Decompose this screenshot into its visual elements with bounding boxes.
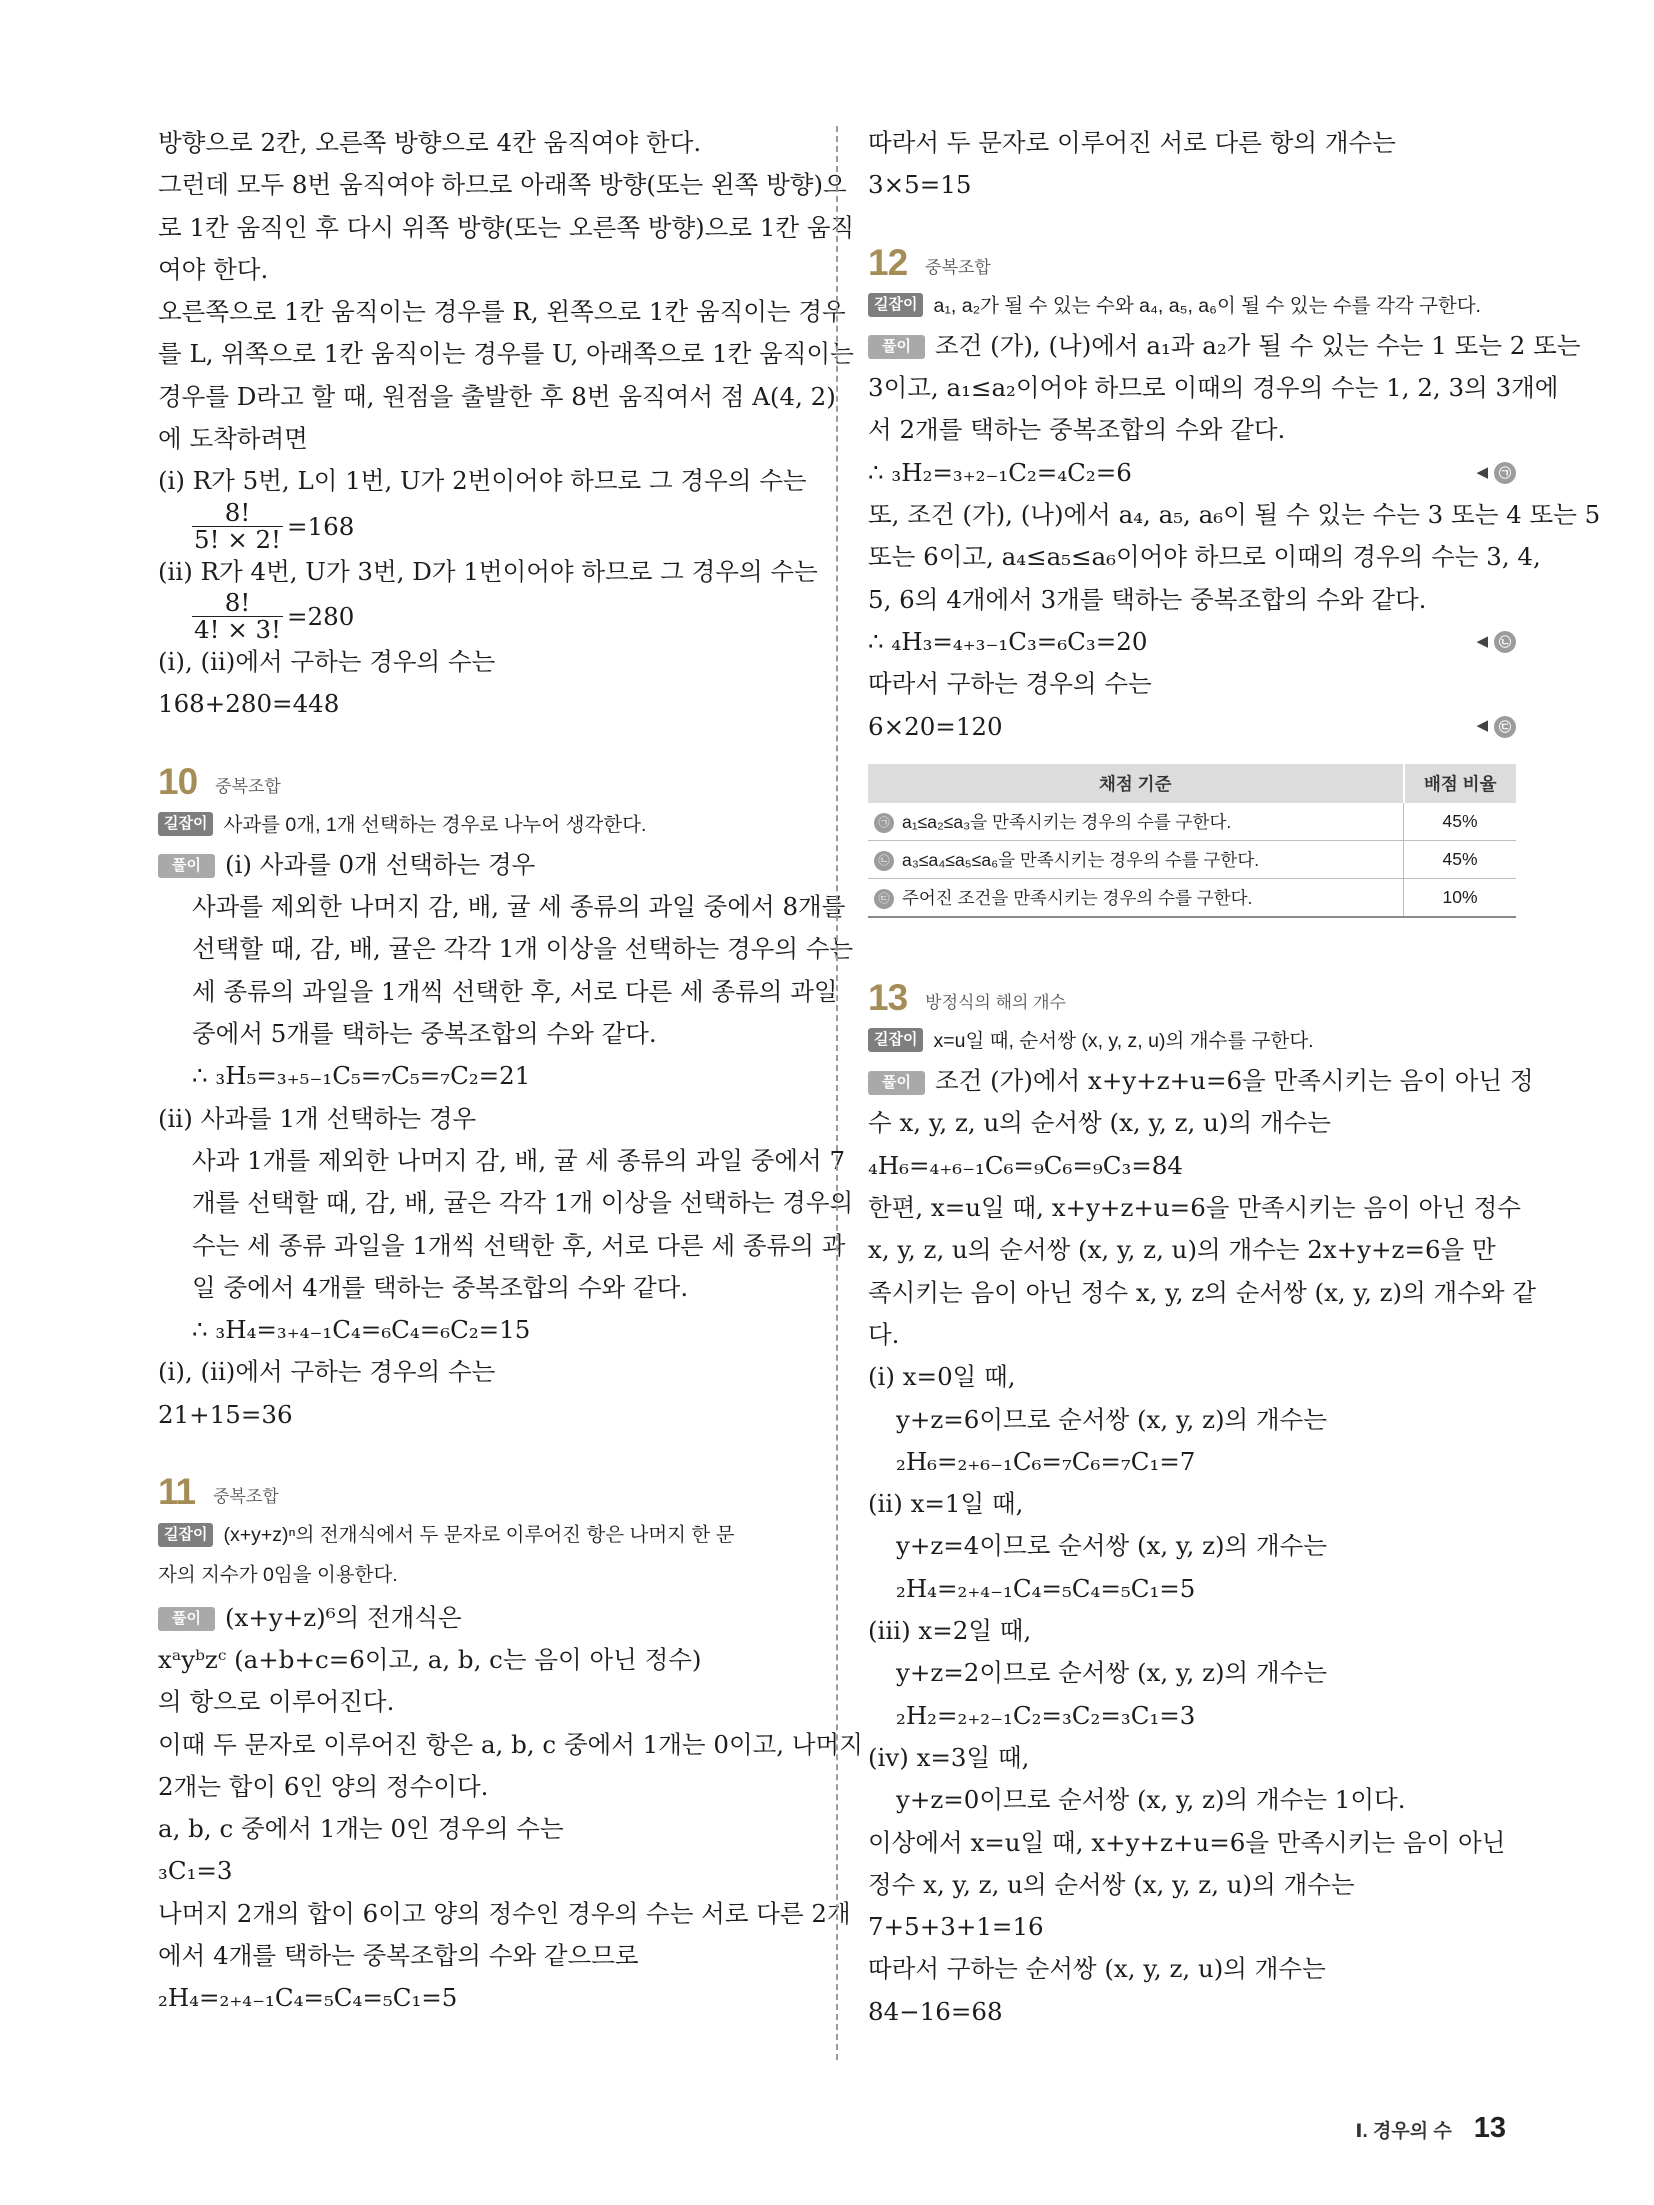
text-line: 로 1칸 움직인 후 다시 위쪽 방향(또는 오른쪽 방향)으로 1칸 움직 [158, 212, 855, 242]
case-heading: (ⅲ) x=2일 때, [868, 1616, 1032, 1646]
fraction-equation [158, 498, 810, 555]
ratio-cell: 45% [1404, 840, 1517, 878]
problem-category: 중복조합 [215, 776, 281, 796]
column-divider [836, 126, 838, 2060]
solution-line [158, 1597, 810, 1639]
table-row [868, 803, 1516, 841]
case-heading: (ⅱ) R가 4번, U가 3번, D가 1번이어야 하므로 그 경우의 수는 [158, 556, 818, 586]
text-line: y+z=0이므로 순서쌍 (x, y, z)의 개수는 1이다. [896, 1785, 1406, 1815]
text-line: (ⅰ), (ⅱ)에서 구하는 경우의 수는 [158, 646, 496, 676]
criteria-text: a₃≤a₄≤a₅≤a₆을 만족시키는 경우의 수를 구한다. [902, 849, 1260, 870]
criteria-text: 주어진 조건을 만족시키는 경우의 수를 구한다. [902, 887, 1253, 908]
text-line: 방향으로 2칸, 오른쪽 방향으로 4칸 움직여야 한다. [158, 128, 702, 157]
guide-tag: 길잡이 [158, 1523, 213, 1547]
guide-line [868, 283, 1516, 325]
fraction [192, 500, 283, 553]
guide-text: 자의 지수가 0임을 이용한다. [158, 1564, 398, 1587]
equation-line: ₃C₁=3 [158, 1856, 233, 1886]
equation-line [868, 706, 1516, 748]
case-heading: (ⅰ) R가 5번, L이 1번, U가 2번이어야 하므로 그 경우의 수는 [158, 466, 807, 496]
text-line: 수는 세 종류 과일을 1개씩 선택한 후, 서로 다른 세 종류의 과 [192, 1230, 846, 1260]
solution-tag: 풀이 [158, 1607, 215, 1631]
text-line: 나머지 2개의 합이 6이고 양의 정수인 경우의 수는 서로 다른 2개 [158, 1898, 851, 1928]
text-line: 족시키는 음이 아닌 정수 x, y, z의 순서쌍 (x, y, z)의 개수와 같 [868, 1277, 1537, 1307]
grading-table [868, 764, 1516, 918]
text-line: 또는 6이고, a₄≤a₅≤a₆이어야 하므로 이때의 경우의 수는 3, 4, [868, 542, 1541, 572]
solution-tag: 풀이 [868, 1071, 925, 1095]
text-line: 조건 (가)에서 x+y+z+u=6을 만족시키는 음이 아닌 정 [934, 1066, 1534, 1096]
text-line: 사과를 제외한 나머지 감, 배, 귤 세 종류의 과일 중에서 8개를 [192, 892, 846, 922]
text-line: 다. [868, 1319, 900, 1349]
text-line: xᵃyᵇzᶜ (a+b+c=6이고, a, b, c는 음이 아닌 정수) [158, 1644, 702, 1674]
guide-tag: 길잡이 [158, 812, 213, 836]
text-line: 를 L, 위쪽으로 1칸 움직이는 경우를 U, 아래쪽으로 1칸 움직이는 [158, 339, 854, 369]
ratio-header: 배점 비율 [1404, 764, 1517, 803]
arrow-left-icon: ◀ [1476, 717, 1488, 735]
guide-line [158, 802, 810, 844]
step-mark [1476, 452, 1516, 494]
equation-line: ₂H₄=₂₊₄₋₁C₄=₅C₄=₅C₁=5 [896, 1573, 1196, 1603]
grading-table-header [868, 764, 1516, 803]
equation-line: ∴ ₃H₅=₃₊₅₋₁C₅=₇C₅=₇C₂=21 [192, 1061, 531, 1091]
problem-number: 13 [868, 976, 908, 1018]
text-line: 5, 6의 4개에서 3개를 택하는 중복조합의 수와 같다. [868, 584, 1427, 614]
fraction-denominator: 5! × 2! [194, 525, 281, 555]
text-line: a, b, c 중에서 1개는 0인 경우의 수는 [158, 1814, 564, 1844]
problem-number: 12 [868, 241, 908, 283]
problem-category: 중복조합 [213, 1487, 279, 1507]
equation: 6×20=120 [868, 711, 1003, 741]
case-heading: (ⅱ) 사과를 1개 선택하는 경우 [158, 1103, 477, 1133]
right-column [868, 122, 1601, 2033]
text-line: 3이고, a₁≤a₂이어야 하므로 이때의 경우의 수는 1, 2, 3의 3개에 [868, 373, 1559, 403]
guide-text: (x+y+z)ⁿ의 전개식에서 두 문자로 이루어진 항은 나머지 한 문 [223, 1524, 735, 1547]
text-line: 서 2개를 택하는 중복조합의 수와 같다. [868, 415, 1286, 445]
step-mark-label: ㉢ [874, 889, 894, 909]
table-row [868, 878, 1516, 917]
case-heading: (ⅳ) x=3일 때, [868, 1742, 1030, 1772]
solution-line [868, 325, 1581, 367]
text-line: x, y, z, u의 순서쌍 (x, y, z, u)의 개수는 2x+y+z=6을 만 [868, 1235, 1496, 1265]
text-line: 수 x, y, z, u의 순서쌍 (x, y, z, u)의 개수는 [868, 1108, 1331, 1138]
guide-line [158, 1512, 810, 1554]
problem-number: 10 [158, 760, 198, 802]
arrow-left-icon: ◀ [1476, 463, 1488, 481]
text-line: (ⅰ), (ⅱ)에서 구하는 경우의 수는 [158, 1357, 496, 1387]
equation-line: 84−16=68 [868, 1996, 1003, 2026]
text-line: 2개는 합이 6인 양의 정수이다. [158, 1771, 489, 1801]
guide-tag: 길잡이 [868, 1028, 923, 1052]
equation: ∴ ₄H₃=₄₊₃₋₁C₃=₆C₃=20 [868, 626, 1148, 656]
problem-13-header [868, 956, 1516, 1018]
text-line: 따라서 구하는 순서쌍 (x, y, z, u)의 개수는 [868, 1954, 1326, 1984]
text-line: (x+y+z)⁶의 전개식은 [224, 1602, 462, 1632]
text-line: 여야 한다. [158, 254, 269, 284]
step-mark [1476, 621, 1516, 663]
text-line: 에 도착하려면 [158, 424, 308, 454]
guide-text: 사과를 0개, 1개 선택하는 경우로 나누어 생각한다. [223, 813, 647, 836]
guide-tag: 길잡이 [868, 293, 923, 317]
fraction-result: =168 [286, 512, 355, 542]
criteria-cell [868, 803, 1404, 841]
text-line: 따라서 두 문자로 이루어진 서로 다른 항의 개수는 [868, 128, 1396, 157]
equation: ∴ ₃H₂=₃₊₂₋₁C₂=₄C₂=6 [868, 457, 1132, 487]
fraction-numerator: 8! [224, 588, 251, 618]
text-line: 일 중에서 4개를 택하는 중복조합의 수와 같다. [192, 1272, 689, 1302]
text-line: 사과 1개를 제외한 나머지 감, 배, 귤 세 종류의 과일 중에서 7 [192, 1145, 846, 1175]
equation-line: 21+15=36 [158, 1399, 293, 1429]
case-heading: (ⅰ) x=0일 때, [868, 1362, 1016, 1392]
solution-tag: 풀이 [868, 335, 925, 359]
text-line: y+z=4이므로 순서쌍 (x, y, z)의 개수는 [896, 1531, 1328, 1561]
fraction-result: =280 [286, 602, 355, 632]
criteria-cell [868, 840, 1404, 878]
criteria-header: 채점 기준 [868, 764, 1404, 803]
step-mark [1476, 706, 1516, 748]
ratio-cell: 45% [1404, 803, 1517, 841]
problem-category: 방정식의 해의 개수 [925, 992, 1066, 1012]
equation-line: ₂H₄=₂₊₄₋₁C₄=₅C₄=₅C₁=5 [158, 1983, 458, 2013]
case-heading: (ⅱ) x=1일 때, [868, 1489, 1024, 1519]
equation-line: ₄H₆=₄₊₆₋₁C₆=₉C₆=₉C₃=84 [868, 1150, 1183, 1180]
table-row [868, 840, 1516, 878]
text-line: 또, 조건 (가), (나)에서 a₄, a₅, a₆이 될 수 있는 수는 3 또는 4 또는 5 [868, 500, 1601, 530]
equation-line: 168+280=448 [158, 689, 340, 719]
text-line: 오른쪽으로 1칸 움직이는 경우를 R, 왼쪽으로 1칸 움직이는 경우 [158, 297, 846, 327]
guide-text: x=u일 때, 순서쌍 (x, y, z, u)의 개수를 구한다. [933, 1029, 1314, 1052]
case-heading: (ⅰ) 사과를 0개 선택하는 경우 [224, 849, 536, 879]
solution-tag: 풀이 [158, 854, 215, 878]
left-column [158, 122, 863, 2020]
text-line: 에서 4개를 택하는 중복조합의 수와 같으므로 [158, 1940, 639, 1970]
guide-text: a₁, a₂가 될 수 있는 수와 a₄, a₅, a₆이 될 수 있는 수를 각각 구한다. [933, 294, 1481, 317]
equation-line: 3×5=15 [868, 170, 972, 200]
criteria-text: a₁≤a₂≤a₃을 만족시키는 경우의 수를 구한다. [902, 811, 1232, 832]
step-mark-label: ㉠ [874, 813, 894, 833]
text-line: y+z=2이므로 순서쌍 (x, y, z)의 개수는 [896, 1658, 1328, 1688]
guide-line [868, 1018, 1516, 1060]
solution-line [868, 1060, 1534, 1102]
text-line: 선택할 때, 감, 배, 귤은 각각 1개 이상을 선택하는 경우의 수는 [192, 934, 854, 964]
problem-number: 11 [158, 1471, 196, 1513]
text-line: 개를 선택할 때, 감, 배, 귤은 각각 1개 이상을 선택하는 경우의 [192, 1188, 854, 1218]
text-line: y+z=6이므로 순서쌍 (x, y, z)의 개수는 [896, 1404, 1328, 1434]
text-line: 이때 두 문자로 이루어진 항은 a, b, c 중에서 1개는 0이고, 나머지 [158, 1729, 863, 1759]
step-mark-label: ㉠ [1494, 462, 1516, 484]
ratio-cell: 10% [1404, 878, 1517, 917]
criteria-cell [868, 878, 1404, 917]
text-line: 의 항으로 이루어진다. [158, 1687, 395, 1717]
text-line: 세 종류의 과일을 1개씩 선택한 후, 서로 다른 세 종류의 과일 [192, 976, 838, 1006]
fraction-numerator: 8! [224, 498, 251, 528]
step-mark-label: ㉢ [1494, 716, 1516, 738]
equation-line: ∴ ₃H₄=₃₊₄₋₁C₄=₆C₄=₆C₂=15 [192, 1315, 531, 1345]
equation-line: 7+5+3+1=16 [868, 1912, 1044, 1942]
equation-line: ₂H₆=₂₊₆₋₁C₆=₇C₆=₇C₁=7 [896, 1446, 1196, 1476]
equation-line [868, 621, 1516, 663]
problem-12-header [868, 221, 1516, 283]
arrow-left-icon: ◀ [1476, 632, 1488, 650]
fraction [192, 590, 283, 643]
problem-10-header [158, 740, 810, 802]
equation-line [868, 452, 1516, 494]
fraction-denominator: 4! × 3! [194, 615, 281, 645]
spacer [868, 918, 1516, 942]
text-line: 경우를 D라고 할 때, 원점을 출발한 후 8번 움직여서 점 A(4, 2) [158, 381, 836, 411]
page-footer [1355, 2112, 1506, 2145]
problem-category: 중복조합 [925, 257, 991, 277]
text-line: 조건 (가), (나)에서 a₁과 a₂가 될 수 있는 수는 1 또는 2 또는 [934, 330, 1581, 360]
fraction-equation [158, 588, 810, 645]
problem-11-header [158, 1450, 810, 1512]
text-line: 한편, x=u일 때, x+y+z+u=6을 만족시키는 음이 아닌 정수 [868, 1193, 1521, 1223]
text-line: 중에서 5개를 택하는 중복조합의 수와 같다. [192, 1019, 657, 1049]
text-line: 그런데 모두 8번 움직여야 하므로 아래쪽 방향(또는 왼쪽 방향)으 [158, 170, 847, 200]
equation-line: ₂H₂=₂₊₂₋₁C₂=₃C₂=₃C₁=3 [896, 1700, 1196, 1730]
text-line: 이상에서 x=u일 때, x+y+z+u=6을 만족시키는 음이 아닌 [868, 1827, 1506, 1857]
step-mark-label: ㉡ [874, 851, 894, 871]
solution-line [158, 844, 810, 886]
text-line: 정수 x, y, z, u의 순서쌍 (x, y, z, u)의 개수는 [868, 1869, 1355, 1899]
text-line: 따라서 구하는 경우의 수는 [868, 669, 1152, 699]
page-number: 13 [1473, 2112, 1506, 2144]
step-mark-label: ㉡ [1494, 631, 1516, 653]
chapter-label: Ⅰ. 경우의 수 [1355, 2121, 1452, 2142]
